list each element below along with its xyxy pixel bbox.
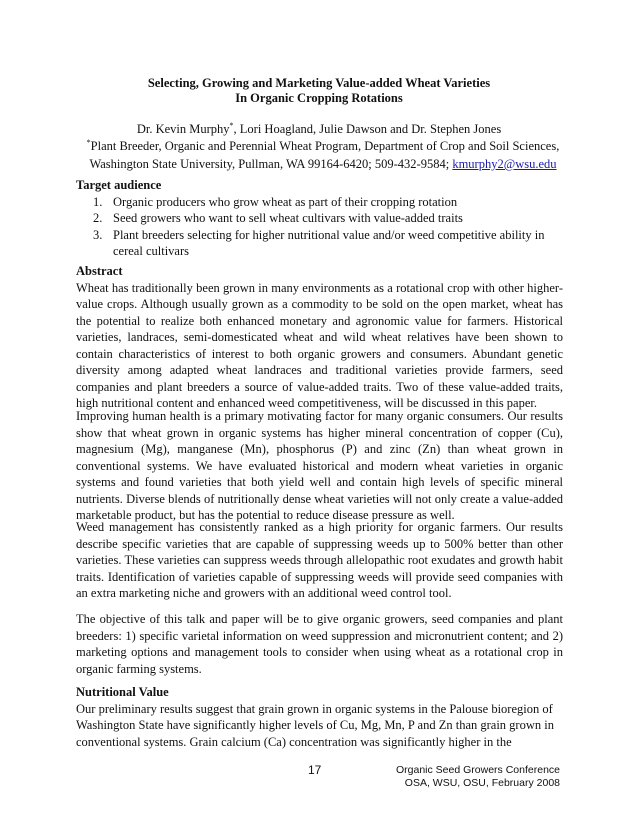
nutrition-line: conventional systems. Grain calcium (Ca) concentration was significantly higher in the	[76, 734, 512, 749]
abstract-paragraph-3-block	[76, 519, 563, 602]
paper-title	[0, 76, 638, 106]
conference-footer	[380, 764, 560, 790]
conference-line-2: OSA, WSU, OSU, February 2008	[404, 777, 560, 789]
target-audience-heading: Target audience	[76, 178, 162, 192]
abstract-section	[76, 263, 563, 412]
abstract-paragraph-1: Wheat has traditionally been grown in many environments as a rotational crop with other higher-value crops. Although usually grown as a commodity to be sold on the open market, wheat has the potential to realize both enhanced monetary and agronomic value for farmers. Historical varieties, landraces, semi-domesticated wheat and wild wheat relatives have been shown to contain characteristics of interest to both organic growers and consumers. Abundant genetic diversity among adapted wheat landraces and traditional varieties provide farmers, seed companies and plant breeders a source of value-added traits. Two of these value-added traits, high nutritional content and enhanced weed competitiveness, will be discussed in this paper.	[76, 280, 563, 410]
author-name: Dr. Kevin Murphy	[136, 122, 230, 136]
affiliation-line-2: Washington State University, Pullman, WA 99164-6420; 509-432-9584; kmurphy2@wsu.edu	[89, 157, 557, 171]
list-item: 2. Seed growers who want to sell wheat cultivars with value-added traits	[93, 211, 463, 225]
affiliation-footnote-mark: *	[86, 137, 91, 147]
author-coauthors: , Lori Hoagland, Julie Dawson and Dr. Stephen Jones	[233, 122, 502, 136]
title-line-1: Selecting, Growing and Marketing Value-added Wheat Varieties	[147, 76, 491, 90]
conference-line-1: Organic Seed Growers Conference	[396, 764, 560, 776]
author-footnote-mark: *	[229, 120, 234, 130]
abstract-heading: Abstract	[76, 264, 123, 278]
nutrition-line: Our preliminary results suggest that grain grown in organic systems in the Palouse bioregion of	[76, 701, 553, 716]
nutrition-line: Washington State have significantly higher levels of Cu, Mg, Mn, P and Zn than grain grown in	[76, 718, 554, 732]
page-number: 17	[308, 763, 322, 777]
author-line	[0, 122, 638, 137]
abstract-paragraph-4: The objective of this talk and paper will be to give organic growers, seed companies and plant breeders: 1) specific varietal information on weed suppression and micronutrient content; and 2) marketing options and management tools to consider when using wheat as a rotational crop in organic farming systems.	[76, 612, 563, 676]
target-audience-list	[76, 194, 563, 260]
email-link[interactable]: kmurphy2@wsu.edu	[452, 157, 557, 171]
list-item: 1. Organic producers who grow wheat as part of their cropping rotation	[93, 194, 458, 209]
list-item: 3. Plant breeders selecting for higher nutritional value and/or weed competitive ability in cereal cultivars	[93, 227, 545, 258]
affiliation	[78, 137, 568, 173]
abstract-paragraph-2: Improving human health is a primary motivating factor for many organic consumers. Our results show that wheat grown in organic systems has higher mineral concentration of copper (Cu), magnesium (Mg), manganese (Mn), phosphorus (P) and zinc (Zn) than wheat grown in conventional systems. We have evaluated historical and modern wheat varieties in organic systems and found varieties that both yield well and contain high levels of specific mineral nutrients. Diverse blends of nutritionally dense wheat varieties will not only create a value-added marketable product, but has the potential to reduce disease pressure as well.	[76, 409, 563, 522]
nutritional-value-section	[76, 684, 563, 750]
abstract-paragraph-2-block	[76, 408, 563, 524]
abstract-paragraph-3: Weed management has consistently ranked as a high priority for organic farmers. Our results describe specific varieties that are capable of suppressing weeds up to 500% better than other varieties. These varieties can suppress weeds through allelopathic root exudates and growth habit traits. Identification of varieties capable of suppressing weeds will provide seed companies with an extra marketing niche and growers with an additional weed control tool.	[76, 520, 563, 600]
affiliation-line-1: *Plant Breeder, Organic and Perennial Wheat Program, Department of Crop and Soil Sciences,	[86, 137, 560, 153]
nutritional-value-heading: Nutritional Value	[76, 685, 169, 699]
abstract-paragraph-4-block	[76, 611, 563, 677]
title-line-2: In Organic Cropping Rotations	[235, 91, 403, 105]
target-audience-section	[76, 177, 563, 260]
